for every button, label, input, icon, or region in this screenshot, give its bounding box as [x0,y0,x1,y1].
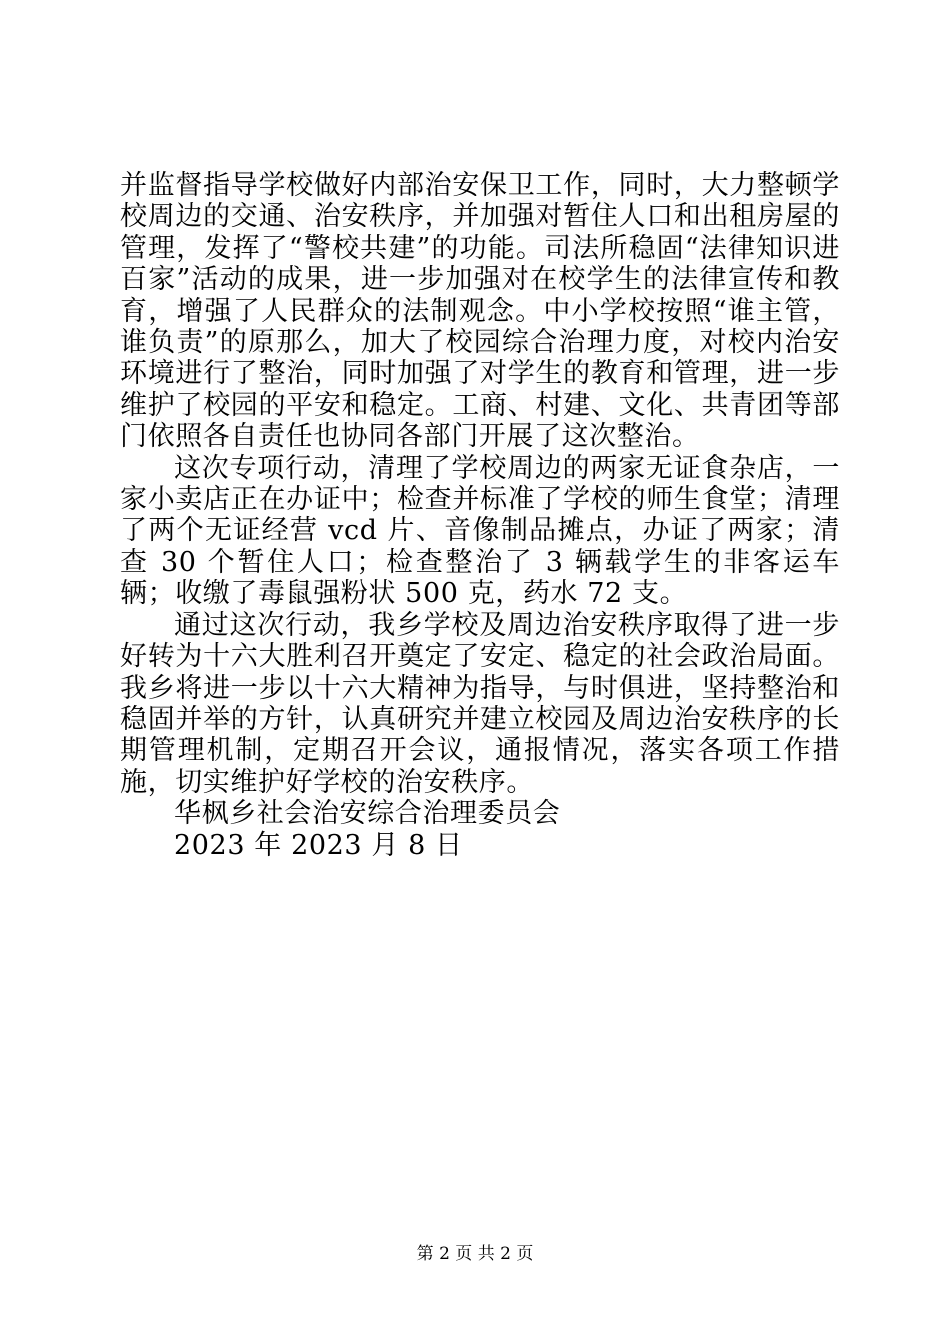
document-body [120,170,840,861]
paragraph-1: 并监督指导学校做好内部治安保卫工作，同时，大力整顿学校周边的交通、治安秩序，并加强对暂住人口和出租房屋的管理，发挥了“警校共建”的功能。司法所稳固“法律知识进百家”活动的成果，进一步加强对在校学生的法律宣传和教育，增强了人民群众的法制观念。中小学校按照“谁主管，谁负责”的原那么，加大了校园综合治理力度，对校内治安环境进行了整治，同时加强了对学生的教育和管理，进一步维护了校园的平安和稳定。工商、村建、文化、共青团等部门依照各自责任也协同各部门开展了这次整治。 [120,170,840,453]
page-number-footer: 第 2 页 共 2 页 [416,1244,534,1264]
paragraph-2: 这次专项行动，清理了学校周边的两家无证食杂店，一家小卖店正在办证中；检查并标准了学校的师生食堂；清理了两个无证经营 vcd 片、音像制品摊点，办证了两家；清查 30 个暂住人口；检查整治了 3 辆载学生的非客运车辆；收缴了毒鼠强粉状 500 克，药水 72 支。 [120,452,840,610]
signature-organization: 华枫乡社会治安综合治理委员会 [174,798,561,830]
paragraph-3: 通过这次行动，我乡学校及周边治安秩序取得了进一步好转为十六大胜利召开奠定了安定、稳定的社会政治局面。我乡将进一步以十六大精神为指导，与时俱进，坚持整治和稳固并举的方针，认真研究并建立校园及周边治安秩序的长期管理机制，定期召开会议，通报情况，落实各项工作措施，切实维护好学校的治安秩序。 [120,609,840,798]
signature-date: 2023 年 2023 月 8 日 [174,829,463,861]
